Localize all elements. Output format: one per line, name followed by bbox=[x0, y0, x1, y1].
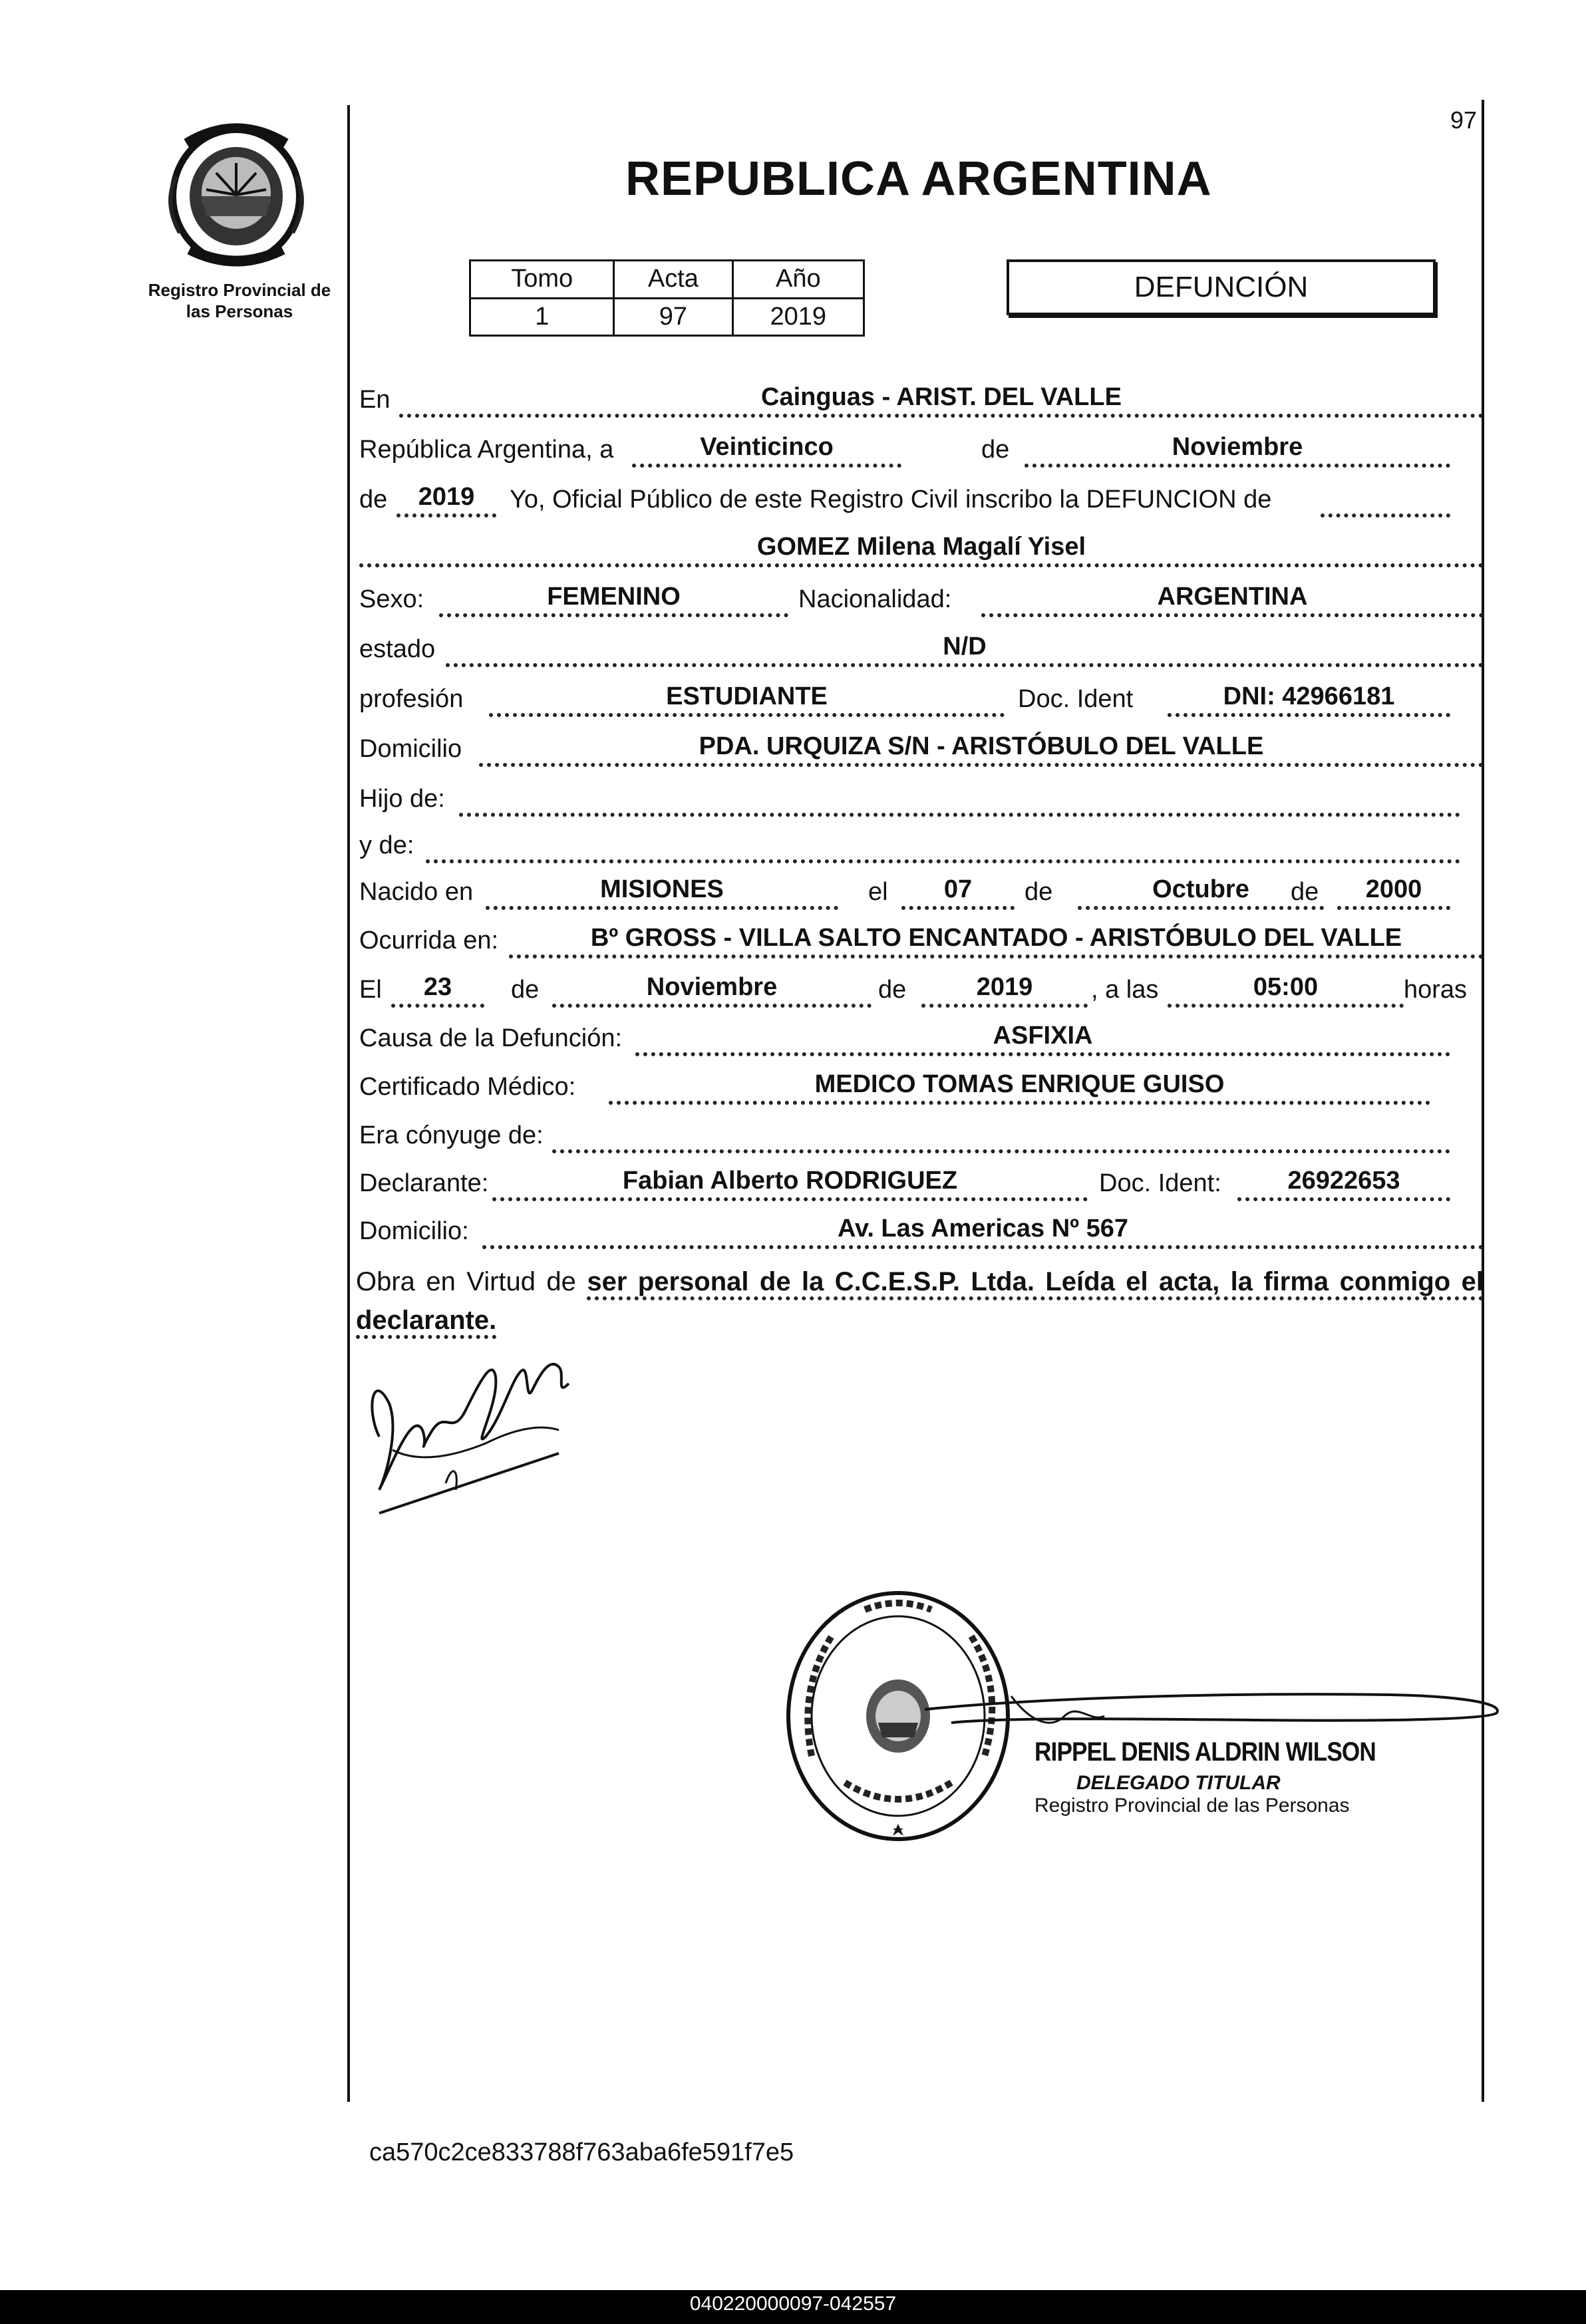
yde-label: y de: bbox=[359, 831, 414, 859]
de-label-6: de bbox=[878, 976, 907, 1004]
year-field: 2019 bbox=[397, 482, 496, 517]
row-y-de bbox=[359, 825, 1484, 871]
domicilio2-field: Av. Las Americas Nº 567 bbox=[482, 1213, 1484, 1249]
estado-field: N/D bbox=[446, 631, 1484, 667]
de-label-3: de bbox=[1025, 878, 1053, 906]
domicilio-field: PDA. URQUIZA S/N - ARISTÓBULO DEL VALLE bbox=[479, 731, 1484, 767]
declarante-field: Fabian Alberto RODRIGUEZ bbox=[492, 1165, 1088, 1201]
de-label-2: de bbox=[359, 486, 388, 513]
death-time-field: 05:00 bbox=[1168, 972, 1404, 1008]
yde-field bbox=[426, 827, 1460, 863]
ocurrida-field: Bº GROSS - VILLA SALTO ENCANTADO - ARISTÓBULO DEL VALLE bbox=[509, 923, 1484, 958]
nacido-label: Nacido en bbox=[359, 878, 474, 906]
horas-label: horas bbox=[1404, 976, 1468, 1004]
row-profesion bbox=[359, 678, 1484, 725]
birth-year-field: 2000 bbox=[1337, 874, 1450, 910]
anio-value: 2019 bbox=[732, 298, 864, 336]
official-signature bbox=[925, 1683, 1510, 1743]
row-estado bbox=[359, 629, 1484, 675]
nacionalidad-field: ARGENTINA bbox=[981, 581, 1484, 617]
declarante-doc-field: 26922653 bbox=[1237, 1165, 1450, 1201]
hijo-label: Hijo de: bbox=[359, 785, 445, 813]
estado-label: estado bbox=[359, 635, 436, 663]
de-label-5: de bbox=[511, 976, 540, 1004]
a-las-label: , a las bbox=[1091, 976, 1159, 1004]
page-number: 97 bbox=[1450, 106, 1478, 134]
deceased-name-field: GOMEZ Milena Magalí Yisel bbox=[359, 531, 1484, 567]
row-domicilio bbox=[359, 728, 1484, 775]
provincial-crest-logo bbox=[160, 116, 313, 269]
official-name: RIPPEL DENIS ALDRIN WILSON bbox=[1034, 1737, 1376, 1767]
left-margin-rule bbox=[347, 105, 350, 2102]
tomo-header: Tomo bbox=[470, 261, 614, 299]
acta-value: 97 bbox=[614, 298, 732, 336]
doc-ident-label: Doc. Ident bbox=[1018, 685, 1134, 713]
death-year-field: 2019 bbox=[921, 972, 1088, 1008]
birth-month-field: Octubre bbox=[1078, 874, 1324, 910]
record-table-header-row bbox=[470, 261, 864, 299]
domicilio-label: Domicilio bbox=[359, 735, 462, 763]
obra-field: ser personal de la C.C.E.S.P. Ltda. Leída el acta, la firma conmigo el declarante. bbox=[356, 1267, 1484, 1339]
doc-ident-field: DNI: 42966181 bbox=[1168, 681, 1450, 717]
death-day-field: 23 bbox=[391, 972, 484, 1008]
declarant-signature bbox=[359, 1330, 585, 1523]
nacido-field: MISIONES bbox=[486, 874, 838, 910]
document-hash: ca570c2ce833788f763aba6fe591f7e5 bbox=[369, 2138, 794, 2166]
obra-label: Obra en Virtud de bbox=[356, 1267, 576, 1296]
registry-label bbox=[130, 279, 349, 322]
sexo-label: Sexo: bbox=[359, 585, 424, 613]
profesion-label: profesión bbox=[359, 685, 464, 713]
row-en bbox=[359, 379, 1484, 426]
row-intro bbox=[359, 479, 1484, 525]
causa-field: ASFIXIA bbox=[635, 1020, 1450, 1056]
row-deceased-name bbox=[359, 529, 1484, 575]
death-month-field: Noviembre bbox=[552, 972, 872, 1008]
sexo-field: FEMENINO bbox=[439, 581, 788, 617]
registry-label-line2: las Personas bbox=[186, 301, 293, 321]
document-type-box: DEFUNCIÓN bbox=[1007, 259, 1436, 315]
tomo-value: 1 bbox=[470, 298, 614, 336]
obra-en-virtud-paragraph bbox=[356, 1262, 1484, 1340]
record-table bbox=[469, 259, 865, 337]
row-ocurrida bbox=[359, 920, 1484, 966]
row-fecha-inscripcion bbox=[359, 429, 1484, 476]
row-declarante bbox=[359, 1163, 1484, 1209]
ocurrida-label: Ocurrida en: bbox=[359, 927, 499, 954]
acta-header: Acta bbox=[614, 261, 732, 299]
row-sexo bbox=[359, 579, 1484, 625]
intro-text: Yo, Oficial Público de este Registro Civil inscribo la DEFUNCION de bbox=[510, 486, 1272, 513]
de-label-4: de bbox=[1291, 878, 1319, 906]
row-causa bbox=[359, 1018, 1484, 1064]
profesion-field: ESTUDIANTE bbox=[489, 681, 1005, 717]
nacionalidad-label: Nacionalidad: bbox=[798, 585, 952, 613]
official-organization: Registro Provincial de las Personas bbox=[1034, 1795, 1350, 1816]
en-field: Cainguas - ARIST. DEL VALLE bbox=[399, 382, 1484, 418]
domicilio2-label: Domicilio: bbox=[359, 1217, 469, 1245]
official-title: DELEGADO TITULAR bbox=[1076, 1772, 1281, 1794]
hijo-field bbox=[459, 781, 1460, 817]
month-field: Noviembre bbox=[1025, 432, 1450, 468]
row-certificado bbox=[359, 1066, 1484, 1113]
page-title: REPUBLICA ARGENTINA bbox=[625, 152, 1212, 206]
el-label: el bbox=[868, 878, 888, 906]
row-domicilio-declarante bbox=[359, 1211, 1484, 1257]
en-label: En bbox=[359, 386, 391, 414]
row-fecha-defuncion bbox=[359, 969, 1484, 1016]
row-hijo-de bbox=[359, 778, 1484, 825]
day-field: Veinticinco bbox=[632, 432, 901, 468]
anio-header: Año bbox=[732, 261, 864, 299]
conyuge-field bbox=[552, 1117, 1450, 1153]
republica-label: República Argentina, a bbox=[359, 436, 614, 464]
conyuge-label: Era cónyuge de: bbox=[359, 1121, 544, 1149]
row-conyuge bbox=[359, 1115, 1484, 1161]
causa-label: Causa de la Defunción: bbox=[359, 1024, 623, 1052]
registry-label-line1: Registro Provincial de bbox=[148, 280, 331, 300]
de-label-1: de bbox=[981, 436, 1010, 464]
row-nacido bbox=[359, 871, 1484, 918]
certificado-field: MEDICO TOMAS ENRIQUE GUISO bbox=[609, 1069, 1430, 1105]
declarante-doc-label: Doc. Ident: bbox=[1099, 1169, 1221, 1197]
birth-day-field: 07 bbox=[901, 874, 1015, 910]
footer-code: 040220000097-042557 bbox=[689, 2293, 897, 2315]
intro-trailing-field bbox=[1321, 482, 1450, 517]
declarante-label: Declarante: bbox=[359, 1169, 489, 1197]
el-label-2: El bbox=[359, 976, 382, 1004]
certificado-label: Certificado Médico: bbox=[359, 1073, 576, 1101]
record-table-value-row bbox=[470, 298, 864, 336]
